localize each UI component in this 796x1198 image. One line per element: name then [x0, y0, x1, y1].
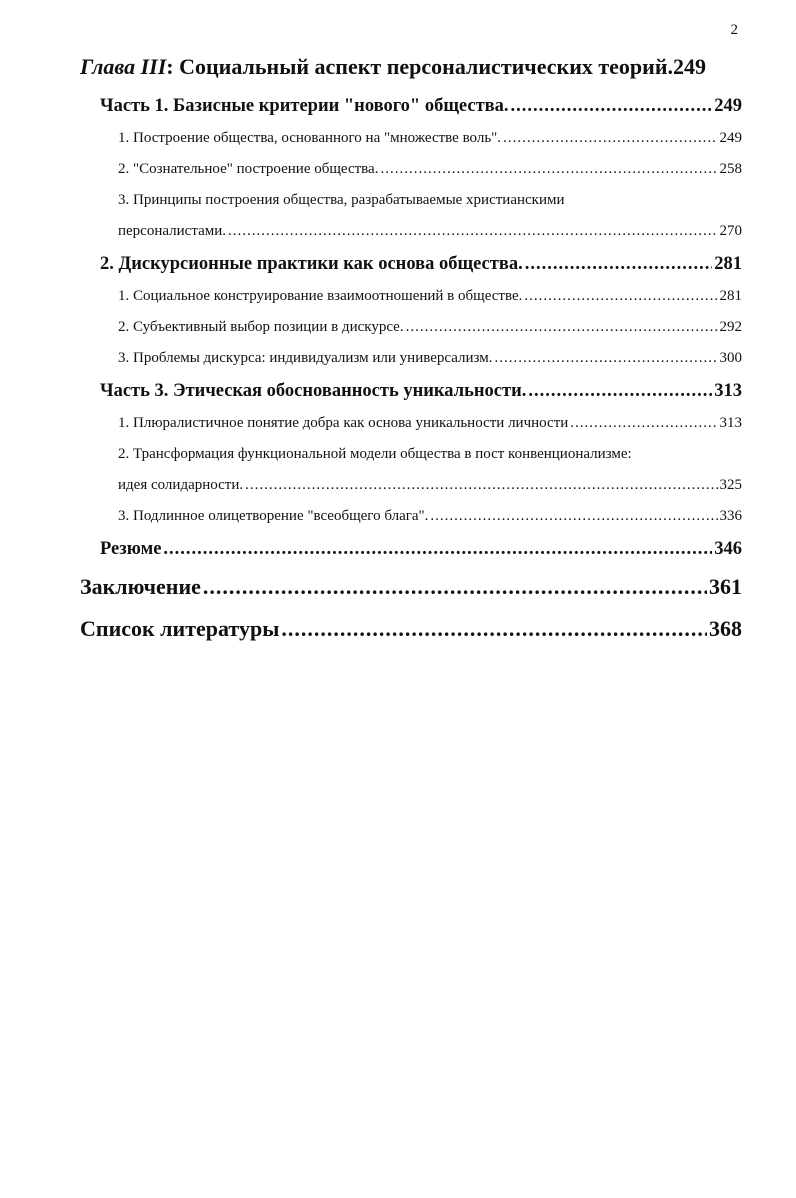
- item-title: идея солидарности.: [118, 477, 244, 493]
- item-page: 258: [719, 161, 742, 177]
- part2-page: 281: [714, 254, 742, 274]
- item-page: 249: [719, 130, 742, 146]
- bibliography-title: Список литературы: [80, 616, 280, 641]
- leader-dots: [281, 616, 707, 642]
- item-title: 1. Социальное конструирование взаимоотношений в обществе.: [118, 288, 523, 304]
- part2-title: 2. Дискурсионные практики как основа общества.: [100, 254, 523, 274]
- part1-page: 249: [714, 96, 742, 116]
- toc-item-p1-2[interactable]: [118, 161, 742, 178]
- part1-title: Часть 1. Базисные критерии "нового" общества.: [100, 96, 509, 116]
- item-page: 313: [719, 415, 742, 431]
- chapter-prefix: Глава III: [80, 54, 167, 79]
- item-page: 292: [719, 319, 742, 335]
- toc-item-p2-2[interactable]: [118, 319, 742, 336]
- chapter-title: : Социальный аспект персоналистических теорий.: [166, 54, 674, 79]
- toc-bibliography[interactable]: [80, 616, 742, 642]
- leader-dots: [503, 130, 717, 147]
- summary-title: Резюме: [100, 539, 162, 559]
- toc-item-p1-1[interactable]: [118, 130, 742, 147]
- item-title: 2. "Сознательное" построение общества.: [118, 161, 379, 177]
- part3-page: 313: [714, 381, 742, 401]
- toc-item-p2-3[interactable]: [118, 350, 742, 367]
- toc-item-p2-1[interactable]: [118, 288, 742, 305]
- leader-dots: [570, 415, 717, 432]
- item-title: 3. Подлинное олицетворение "всеобщего блага".: [118, 508, 429, 524]
- toc-chapter[interactable]: [80, 54, 742, 80]
- item-title: персоналистами.: [118, 223, 226, 239]
- leader-dots: [203, 574, 707, 600]
- summary-page: 346: [714, 539, 742, 559]
- bibliography-page: 368: [709, 616, 742, 641]
- item-title: 2. Субъективный выбор позиции в дискурсе.: [118, 319, 404, 335]
- toc-item-p3-2[interactable]: [118, 477, 742, 494]
- leader-dots: [525, 254, 713, 275]
- leader-dots: [528, 381, 712, 402]
- leader-dots: [163, 539, 712, 560]
- toc-item-p3-3[interactable]: [118, 508, 742, 525]
- item-page: 325: [719, 477, 742, 493]
- leader-dots: [494, 350, 717, 367]
- chapter-page: 249: [673, 54, 707, 79]
- leader-dots: [380, 161, 717, 178]
- toc-conclusion[interactable]: [80, 574, 742, 600]
- item-title: 1. Плюралистичное понятие добра как основа уникальности личности: [118, 415, 569, 431]
- part3-title: Часть 3. Этическая обоснованность уникальности.: [100, 381, 527, 401]
- toc-item-p3-1[interactable]: [118, 415, 742, 432]
- toc-item-p1-3-line1[interactable]: 3. Принципы построения общества, разрабатываемые христианскими: [118, 192, 565, 208]
- leader-dots: [228, 223, 718, 240]
- page-number: 2: [730, 22, 738, 38]
- toc-summary[interactable]: [100, 539, 742, 560]
- toc-item-p3-2-line1[interactable]: 2. Трансформация функциональной модели общества в пост конвенционализме:: [118, 446, 632, 462]
- item-page: 336: [719, 508, 742, 524]
- item-page: 300: [719, 350, 742, 366]
- leader-dots: [406, 319, 718, 336]
- item-title: 1. Построение общества, основанного на "множестве воль".: [118, 130, 502, 146]
- toc-part-3[interactable]: [100, 381, 742, 402]
- leader-dots: [430, 508, 717, 525]
- toc-item-p1-3[interactable]: [118, 223, 742, 240]
- conclusion-page: 361: [709, 574, 742, 599]
- toc-part-1[interactable]: [100, 96, 742, 117]
- item-page: 270: [719, 223, 742, 239]
- toc-part-2[interactable]: [100, 254, 742, 275]
- item-title: 3. Проблемы дискурса: индивидуализм или универсализм.: [118, 350, 493, 366]
- conclusion-title: Заключение: [80, 574, 201, 599]
- leader-dots: [511, 96, 713, 117]
- item-page: 281: [719, 288, 742, 304]
- leader-dots: [524, 288, 717, 305]
- leader-dots: [245, 477, 717, 494]
